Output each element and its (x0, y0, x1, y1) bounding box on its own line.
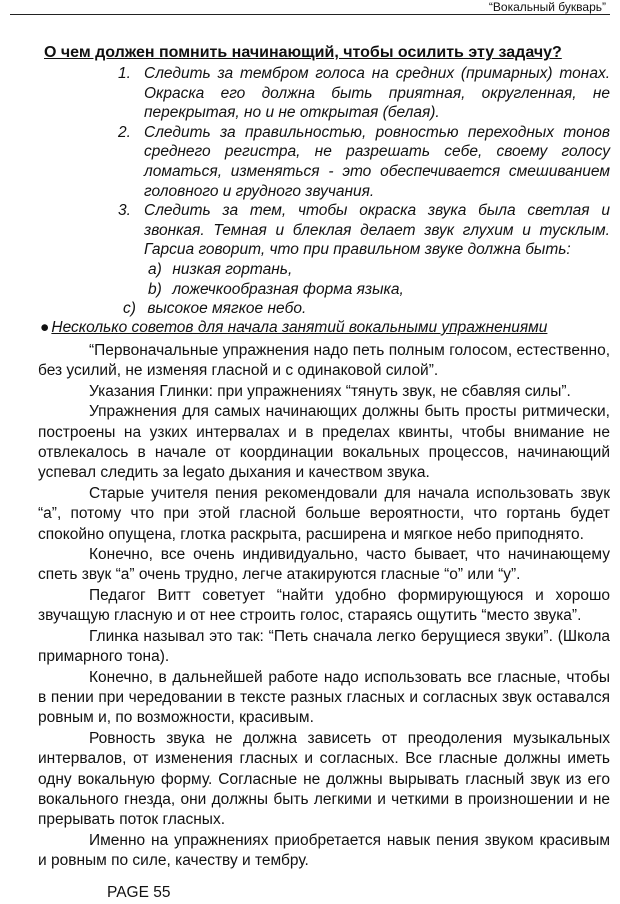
advice-body (38, 341, 610, 872)
section-title-advice (40, 318, 547, 338)
sub-list-text: ложечкообразная форма языка, (172, 280, 404, 298)
list-item-text: Следить за правильностью, ровностью переходных тонов среднего регистра, не разрешать себе, своему голосу ломаться, изменяться - это обеспечивается смешиванием головного и грудного звучания. (144, 123, 610, 200)
paragraph: Именно на упражнениях приобретается навык пения звуком красивым и ровным по силе, качеству и тембру. (38, 831, 610, 870)
list-number: 2. (118, 123, 131, 141)
list-number: 1. (118, 65, 131, 82)
paragraph: Упражнения для самых начинающих должны быть просты ритмически, построены на узких интервалах и в пределах квинты, чтобы внимание не отвлекалось в начале от координации вокальных процессов, начинающий успевал следить за legato дыхания и качеством звука. (38, 403, 610, 482)
paragraph: Конечно, все очень индивидуально, часто бывает, что начинающему спеть звук “а” очень трудно, легче атакируются гласные “о” или “у”. (38, 546, 610, 584)
task-list-item (0, 123, 620, 201)
page-number: PAGE 55 (107, 884, 171, 901)
list-number: 3. (118, 202, 131, 220)
sub-list-item (0, 299, 620, 319)
header-divider (10, 14, 610, 15)
paragraph: “Первоначальные упражнения надо петь полным голосом, естественно, без усилий, не изменяя гласной и с одинаковой силой”. (38, 342, 610, 380)
sub-list-text: низкая гортань, (172, 260, 293, 278)
paragraph: Указания Глинки: при упражнениях “тянуть звук, не сбавляя силы”. (89, 382, 571, 400)
sub-list-text: высокое мягкое небо. (147, 300, 307, 318)
task-list (0, 64, 620, 319)
section-title-task: О чем должен помнить начинающий, чтобы осилить эту задачу? (44, 44, 562, 61)
paragraph: Глинка называл это так: “Петь сначала легко берущиеся звуки”. (Школа примарного тона). (38, 627, 610, 666)
sub-list-marker: a) (148, 260, 162, 278)
task-list-item (0, 64, 620, 123)
bullet-icon: ● (40, 319, 50, 336)
list-item-text: Следить за тембром голоса на средних (примарных) тонах. Окраска его должна быть приятная, округленная, не перекрытая, но и не открытая (белая). (144, 65, 610, 122)
sub-list-item (0, 280, 620, 300)
task-list-item (0, 201, 620, 260)
sub-list-item (0, 260, 620, 280)
list-item-text: Следить за тем, чтобы окраска звука была светлая и звонкая. Темная и блеклая делает звук глухим и тусклым. Гарсиа говорит, что при правильном звуке должна быть: (144, 202, 610, 259)
sub-list-marker: c) (123, 300, 136, 318)
section-title-text: Несколько советов для начала занятий вокальными упражнениями (51, 319, 548, 336)
paragraph: Конечно, в дальнейшей работе надо использовать все гласные, чтобы в пении при чередовании в тексте разных гласных и согласных звук оставался ровным и, по возможности, красивым. (38, 668, 610, 727)
sub-list-marker: b) (148, 280, 162, 298)
paragraph: Ровность звука не должна зависеть от преодоления музыкальных интервалов, от изменения гласных и согласных. Все гласные должны иметь одну вокальную форму. Согласные не должны вырывать гласный звук из его вокального гнезда, они должны быть легкими и четкими в произношении и не прерывать поток гласных. (38, 729, 610, 829)
running-header: “Вокальный букварь” (488, 0, 606, 14)
paragraph: Старые учителя пения рекомендовали для начала использовать звук “а”, потому что при этой гласной больше вероятности, что гортань будет спокойно опущена, глотка раскрыта, расширена и мягкое небо приподнято. (38, 484, 610, 543)
paragraph: Педагог Витт советует “найти удобно формирующуюся и хорошо звучащую гласную и от нее строить голос, стараясь ощутить “место звука”. (38, 586, 610, 625)
